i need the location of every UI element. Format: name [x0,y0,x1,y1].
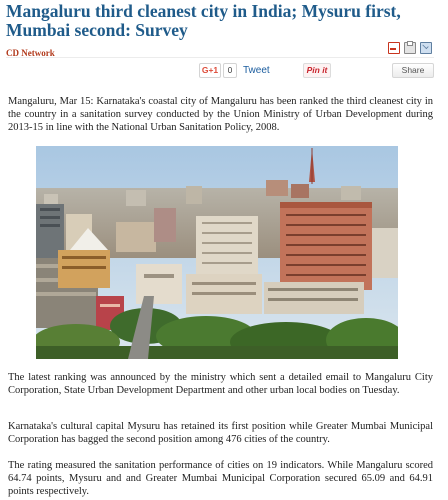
printer-icon[interactable] [404,42,416,54]
article-paragraph-3: Karnataka's cultural capital Mysuru has retained its first position while Greater Mumbai Municipal Corporation has bagged the second position among 476 cities of the country. [8,421,433,445]
pinit-button[interactable]: Pin it [303,63,331,78]
share-button[interactable]: Share [392,63,434,78]
city-skyline-photo [36,146,398,359]
byline-author[interactable]: CD Network [6,48,55,58]
article-tools [388,42,432,54]
article-paragraph-2: The latest ranking was announced by the ministry which sent a detailed email to Mangaluru City Corporation, State Urban Development Department and other urban local bodies on Tuesday. [8,372,433,396]
google-plus-button[interactable]: G+1 [199,63,221,78]
article-headline: Mangaluru third cleanest city in India; Mysuru first, Mumbai second: Survey [6,1,401,40]
mail-icon[interactable] [420,42,432,54]
pdf-icon[interactable] [388,42,400,54]
share-bar [0,63,448,79]
byline-row [6,43,434,58]
google-plus-count: 0 [223,63,237,78]
article-paragraph-4: The rating measured the sanitation performance of cities on 19 indicators. While Mangaluru scored 64.74 points, Mysuru and and Greater Mumbai Municipal Corporation secured 65.09 and 64.91 points respectively. [8,460,433,497]
article-paragraph-1: Mangaluru, Mar 15: Karnataka's coastal city of Mangaluru has been ranked the third cleanest city in the country in a sanitation survey conducted by the Union Ministry of Urban Development during 2013-15 in line with the National Urban Sanitation Policy, 2008. [8,96,433,133]
tweet-button[interactable]: Tweet [243,65,270,76]
